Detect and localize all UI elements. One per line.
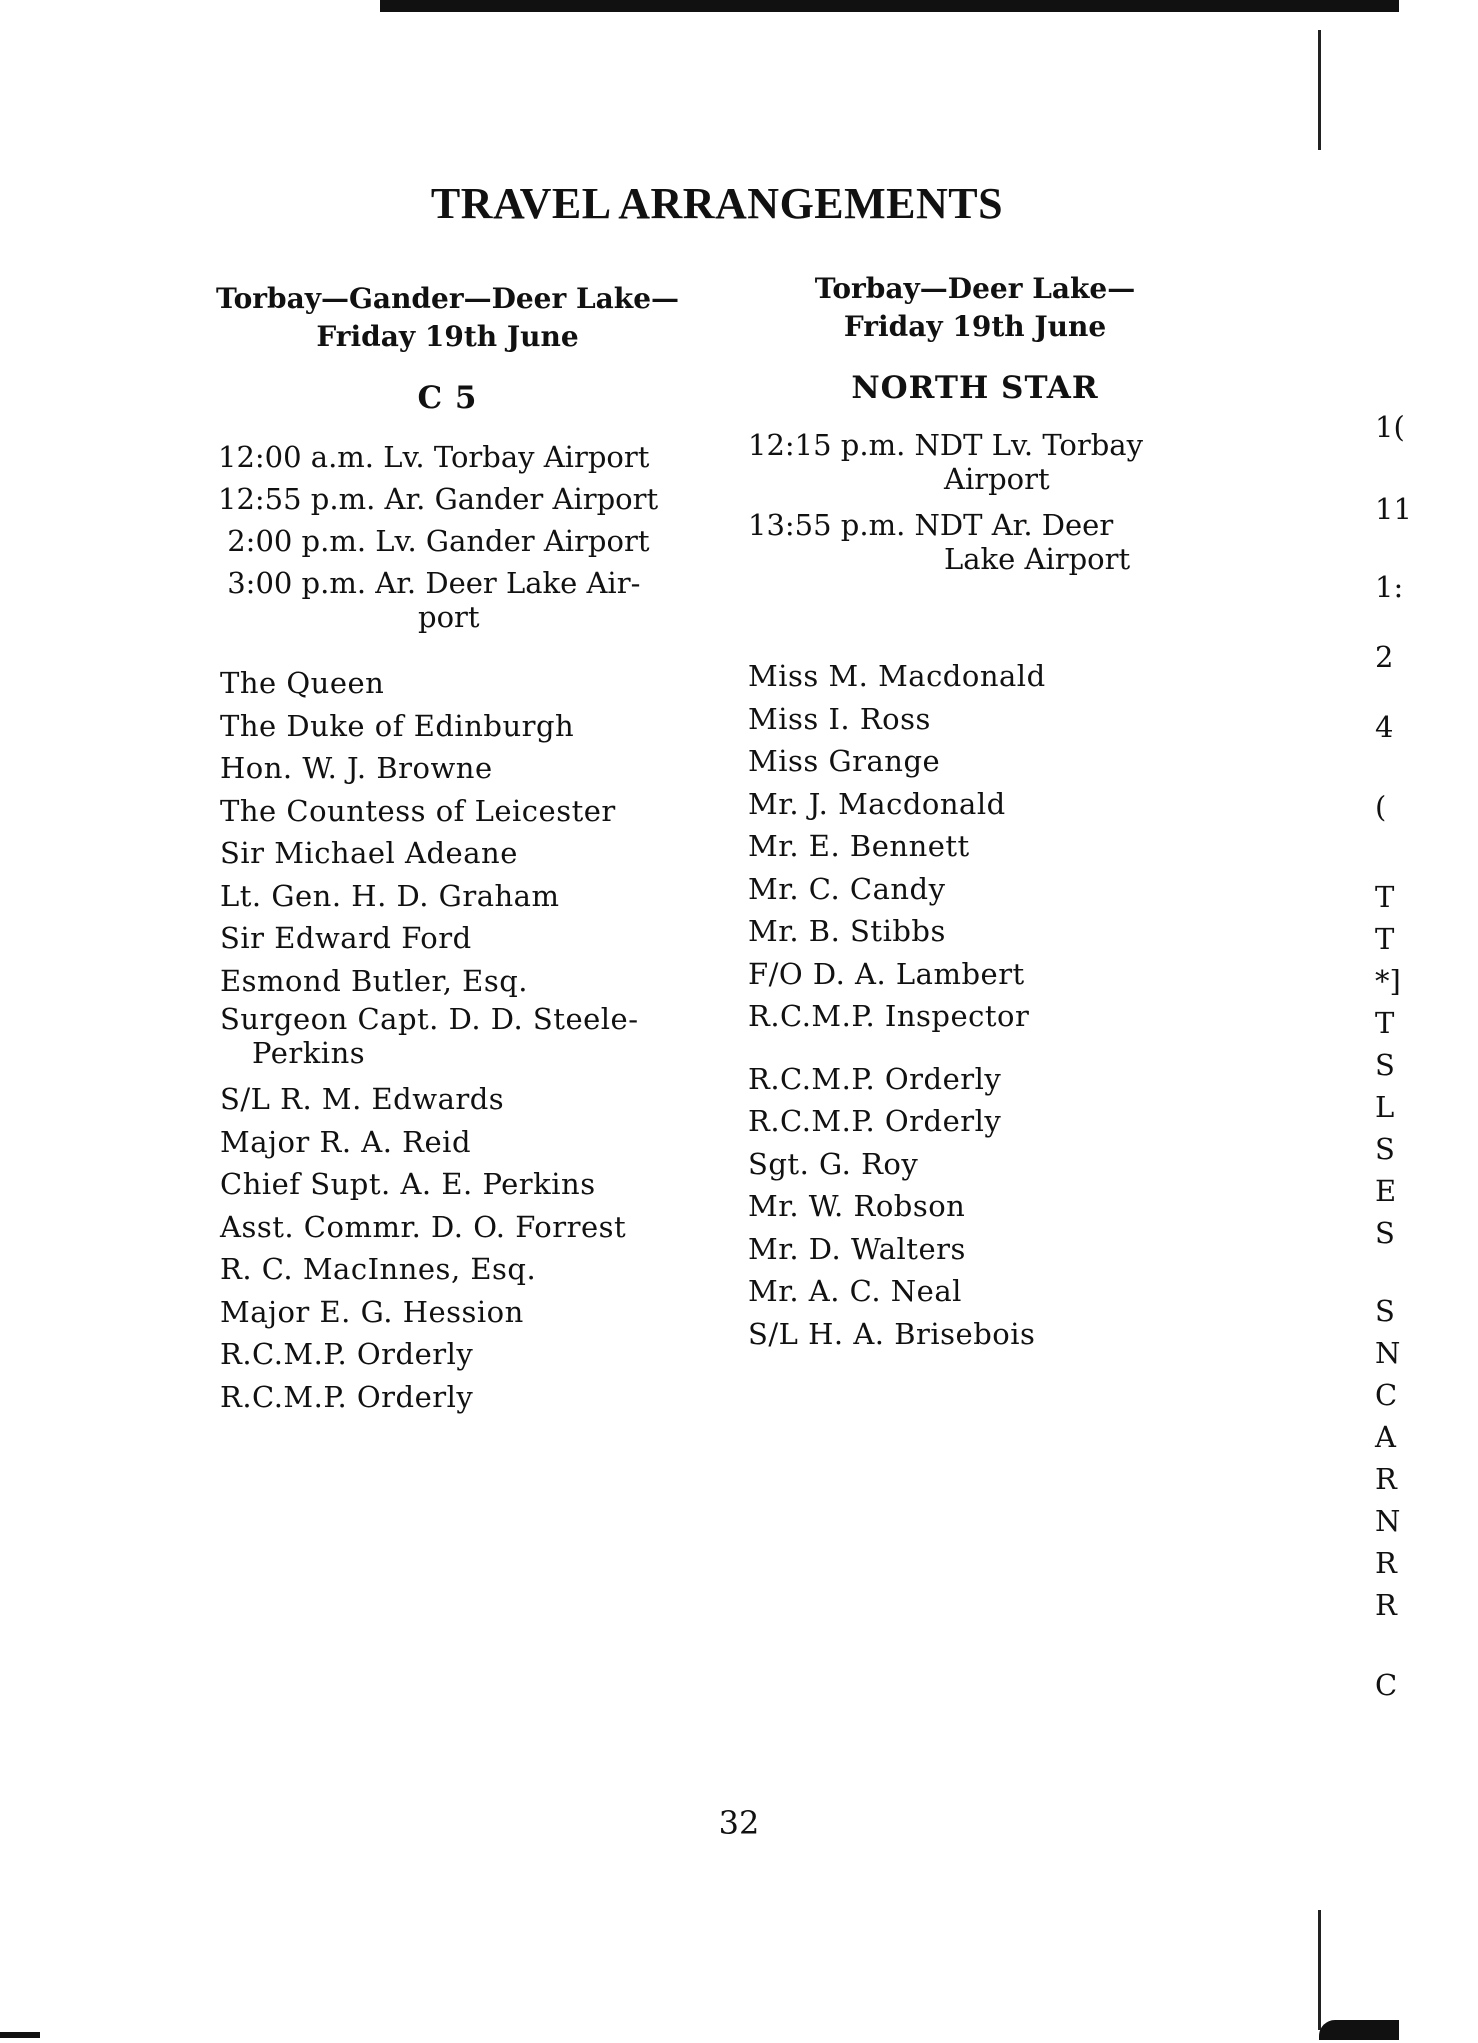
right-schedule	[748, 428, 1198, 584]
list-item: R.C.M.P. Inspector	[748, 999, 1030, 1033]
edge-glyph: E	[1375, 1174, 1397, 1208]
edge-glyph: (	[1375, 790, 1387, 824]
edge-glyph: C	[1375, 1378, 1398, 1412]
list-item	[220, 1002, 710, 1070]
bottom-left-mark	[0, 2032, 40, 2038]
list-item: Sir Michael Adeane	[220, 836, 518, 870]
list-item: The Duke of Edinburgh	[220, 708, 575, 743]
schedule-row	[748, 508, 1198, 576]
edge-glyph: T	[1375, 922, 1395, 956]
edge-glyph: C	[1375, 1668, 1398, 1702]
schedule-row	[218, 440, 698, 474]
left-route-heading	[200, 280, 695, 356]
list-item-line: Surgeon Capt. D. D. Steele-	[220, 1002, 639, 1036]
schedule-row	[218, 482, 698, 516]
list-item: Miss I. Ross	[748, 701, 931, 736]
left-passenger-list	[220, 662, 710, 1418]
page-number: 32	[718, 1804, 760, 1842]
bottom-right-mark	[1319, 2020, 1399, 2040]
edge-glyph: S	[1375, 1216, 1395, 1250]
list-item: Hon. W. J. Browne	[220, 751, 493, 785]
schedule-continuation: port	[418, 600, 480, 634]
list-item: R.C.M.P. Orderly	[220, 1379, 474, 1414]
list-item: F/O D. A. Lambert	[748, 956, 1025, 991]
list-item: Sir Edward Ford	[220, 921, 472, 955]
schedule-time: 12:00 a.m. Lv. Torbay Airport	[218, 440, 650, 474]
list-item: Major R. A. Reid	[220, 1124, 472, 1159]
edge-glyph: 1(	[1375, 410, 1405, 444]
list-item: Mr. D. Walters	[748, 1231, 966, 1266]
schedule-row	[748, 428, 1198, 496]
edge-glyph: R	[1375, 1588, 1397, 1622]
binding-edge-line	[1318, 30, 1321, 150]
edge-glyph: R	[1375, 1546, 1397, 1580]
list-item: Miss Grange	[748, 744, 941, 778]
list-item: R. C. MacInnes, Esq.	[220, 1252, 537, 1286]
list-item: R.C.M.P. Orderly	[220, 1337, 474, 1371]
edge-glyph: 11	[1375, 492, 1412, 526]
schedule-time: 12:15 p.m. NDT Lv. Torbay	[748, 428, 1143, 462]
edge-glyph: N	[1375, 1336, 1401, 1370]
edge-glyph: 1:	[1375, 570, 1404, 604]
list-item: S/L H. A. Brisebois	[748, 1316, 1036, 1351]
schedule-row	[218, 524, 698, 558]
left-route-line: Torbay—Gander—Deer Lake—	[215, 282, 680, 315]
list-item: Esmond Butler, Esq.	[220, 963, 528, 998]
list-item: R.C.M.P. Orderly	[748, 1104, 1002, 1138]
edge-glyph: A	[1375, 1420, 1396, 1454]
edge-glyph: N	[1375, 1504, 1401, 1538]
list-item: Mr. E. Bennett	[748, 829, 970, 863]
list-item: Miss M. Macdonald	[748, 659, 1046, 693]
edge-glyph: R	[1375, 1462, 1397, 1496]
left-schedule	[218, 440, 698, 642]
right-route-line: Torbay—Deer Lake—	[814, 272, 1136, 305]
edge-glyph: T	[1375, 880, 1395, 914]
right-route-date: Friday 19th June	[843, 310, 1107, 343]
schedule-time: 2:00 p.m. Lv. Gander Airport	[218, 524, 650, 558]
schedule-continuation: Lake Airport	[944, 542, 1131, 576]
list-item: Mr. A. C. Neal	[748, 1274, 962, 1308]
list-item: Sgt. G. Roy	[748, 1146, 919, 1181]
schedule-time: 12:55 p.m. Ar. Gander Airport	[218, 482, 659, 516]
list-item: Mr. J. Macdonald	[748, 786, 1006, 821]
right-aircraft-label: NORTH STAR	[851, 370, 1099, 406]
edge-glyph: S	[1375, 1132, 1395, 1166]
schedule-continuation: Airport	[944, 462, 1050, 496]
right-passenger-list	[748, 655, 1208, 1355]
edge-glyph: *]	[1375, 964, 1401, 998]
left-aircraft-label: C 5	[417, 380, 478, 416]
schedule-row	[218, 566, 698, 634]
list-item: S/L R. M. Edwards	[220, 1082, 505, 1116]
schedule-time: 13:55 p.m. NDT Ar. Deer	[748, 508, 1114, 542]
list-item: Mr. B. Stibbs	[748, 914, 946, 948]
edge-glyph: 4	[1375, 710, 1394, 744]
page-title: TRAVEL ARRANGEMENTS	[430, 179, 1004, 228]
binding-edge-line-lower	[1318, 1910, 1321, 2030]
edge-glyph: 2	[1375, 640, 1394, 674]
list-item: Major E. G. Hession	[220, 1294, 524, 1329]
list-item-continuation: Perkins	[252, 1036, 366, 1070]
list-spacer	[748, 1038, 1208, 1058]
schedule-time: 3:00 p.m. Ar. Deer Lake Air-	[218, 566, 641, 600]
edge-glyph: L	[1375, 1090, 1395, 1124]
list-item: Asst. Commr. D. O. Forrest	[220, 1209, 627, 1244]
list-item: R.C.M.P. Orderly	[748, 1061, 1002, 1096]
edge-glyph: T	[1375, 1006, 1395, 1040]
edge-glyph: S	[1375, 1048, 1395, 1082]
list-item: Mr. W. Robson	[748, 1189, 966, 1223]
right-route-heading	[750, 270, 1200, 346]
next-page-edge-text	[1375, 410, 1412, 1710]
list-item: Lt. Gen. H. D. Graham	[220, 878, 560, 913]
list-item: Mr. C. Candy	[748, 871, 946, 906]
list-item: The Countess of Leicester	[220, 793, 616, 828]
list-item: The Queen	[220, 666, 385, 700]
list-item: Chief Supt. A. E. Perkins	[220, 1167, 596, 1201]
top-edge-rule	[380, 0, 1399, 12]
left-route-date: Friday 19th June	[316, 320, 579, 353]
edge-glyph: S	[1375, 1294, 1395, 1328]
